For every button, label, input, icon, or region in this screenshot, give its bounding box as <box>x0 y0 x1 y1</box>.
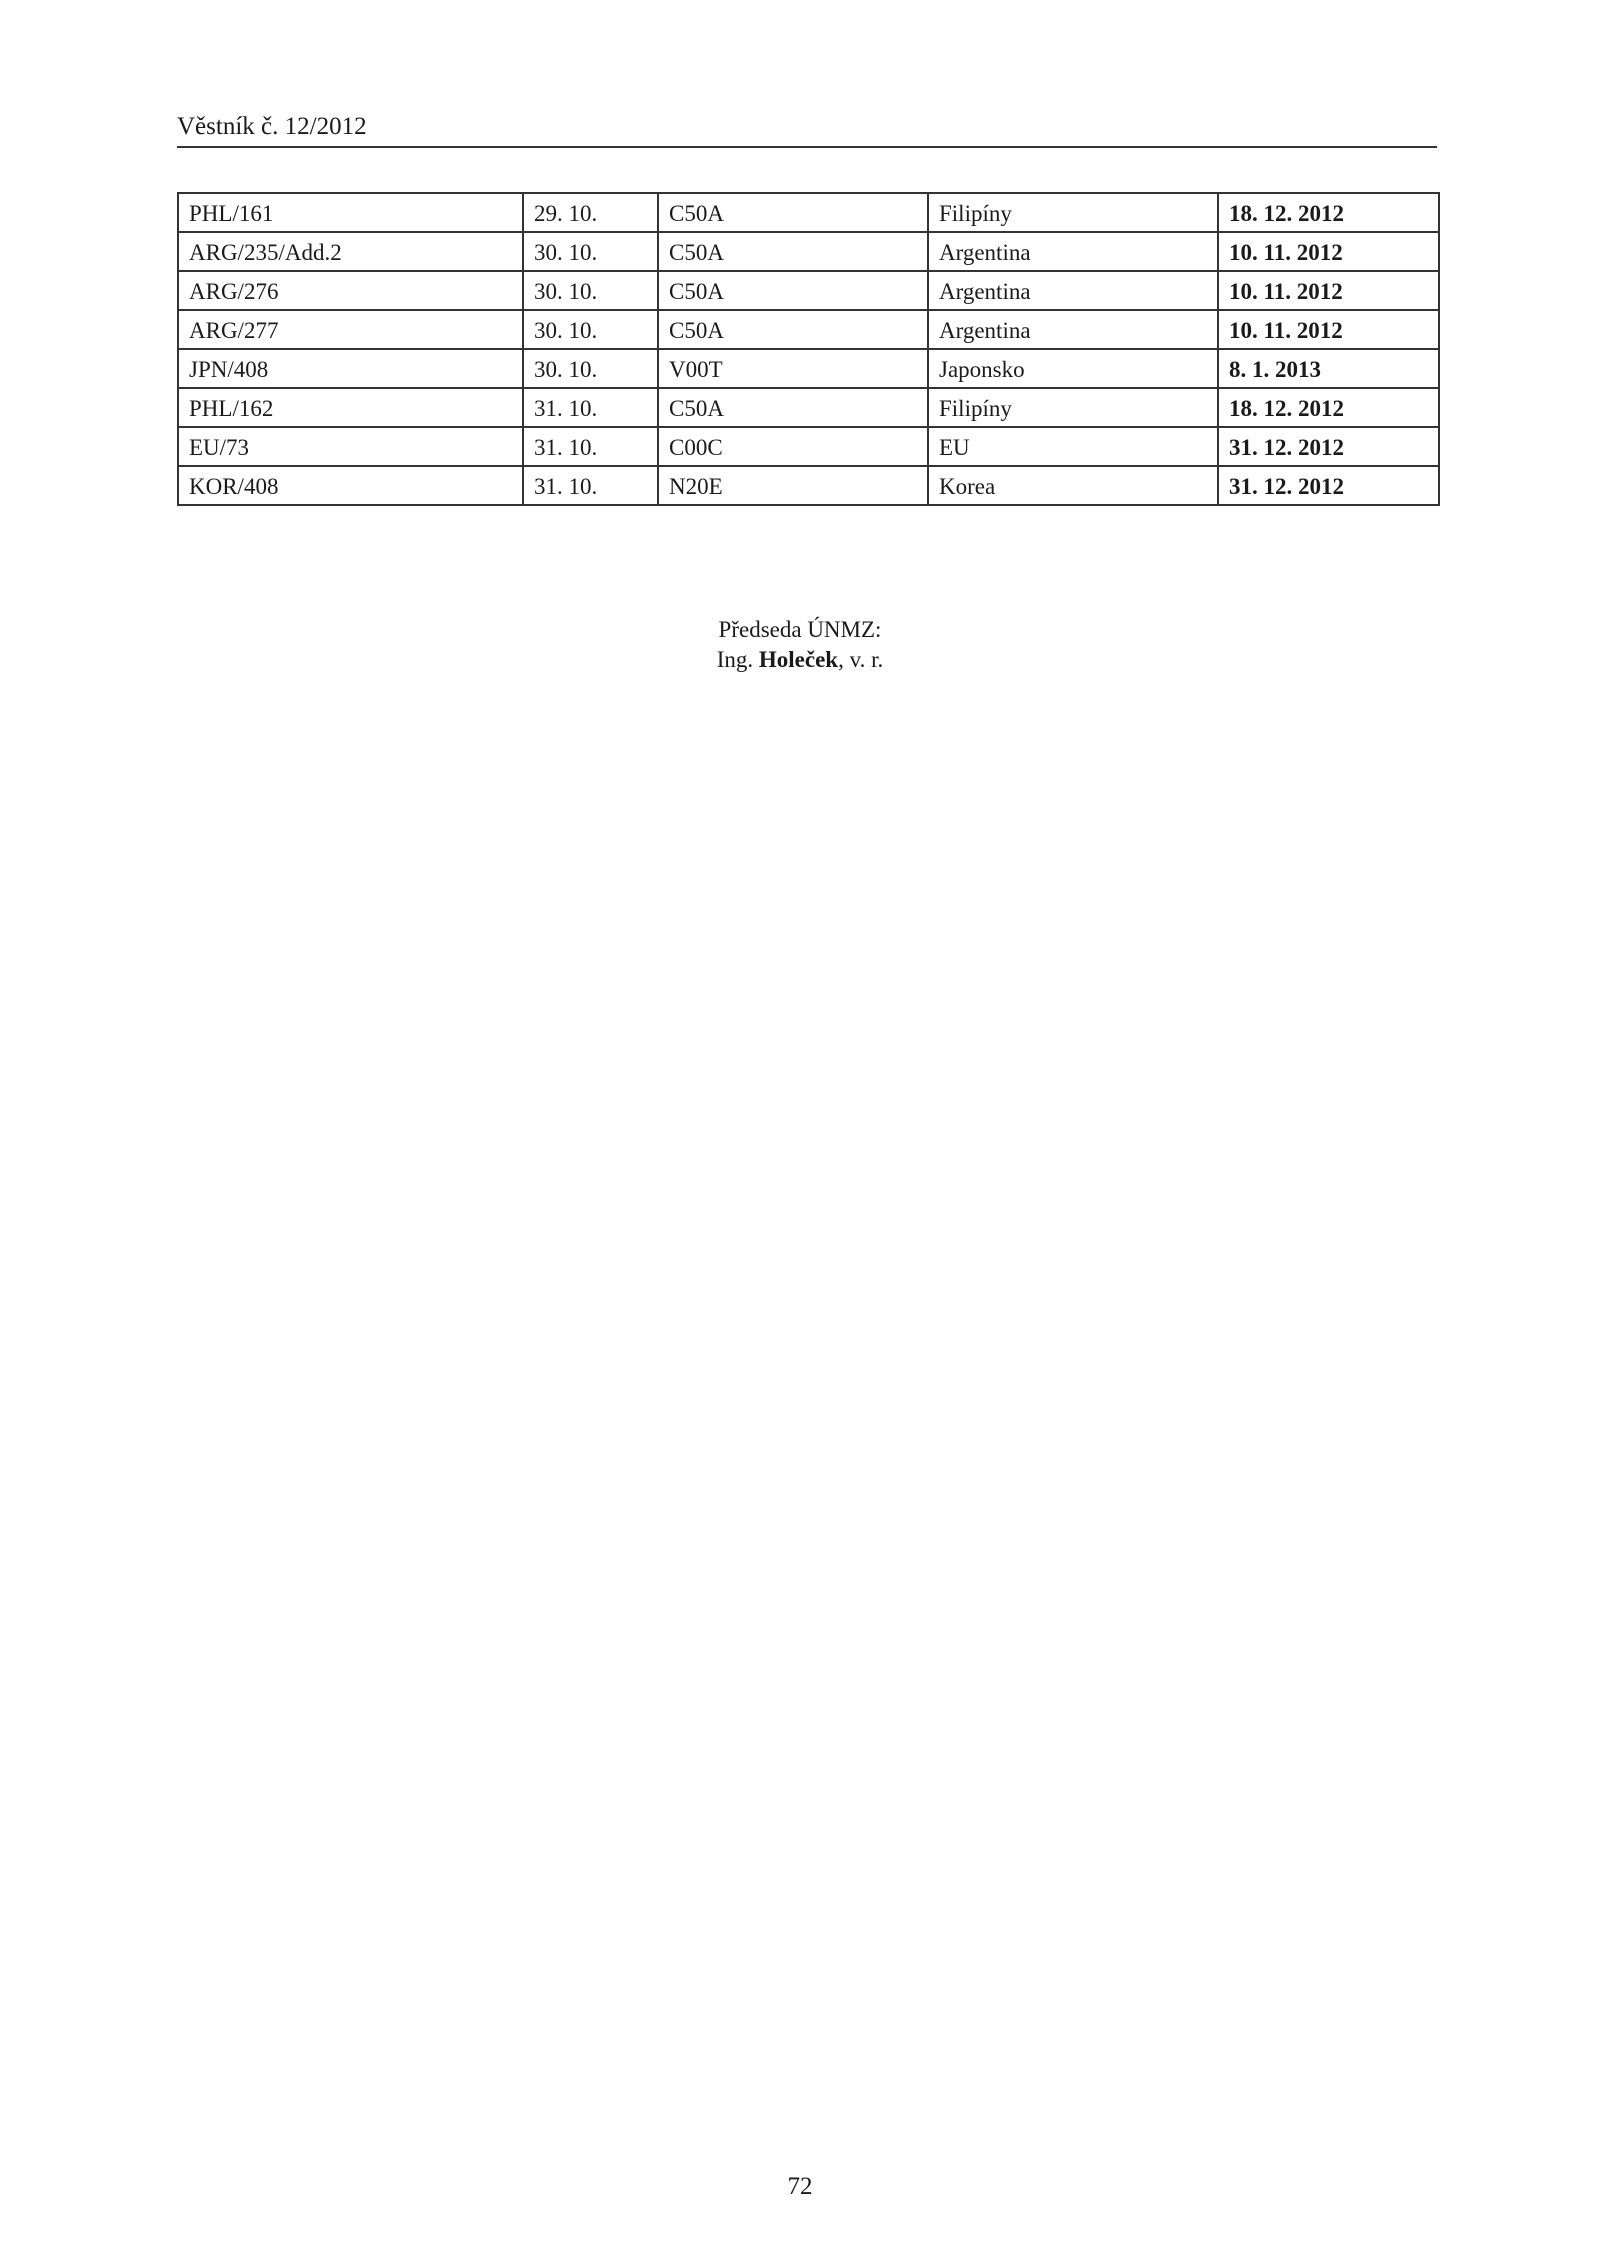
signatory-line <box>0 645 1600 675</box>
cell-date: 29. 10. <box>523 193 658 232</box>
cell-code: C50A <box>658 310 928 349</box>
table-row <box>178 388 1439 427</box>
cell-country: Korea <box>928 466 1218 505</box>
cell-reference: ARG/276 <box>178 271 523 310</box>
table-row <box>178 193 1439 232</box>
page-header-title: Věstník č. 12/2012 <box>177 113 367 140</box>
cell-reference: ARG/235/Add.2 <box>178 232 523 271</box>
cell-country: Filipíny <box>928 193 1218 232</box>
cell-country: Japonsko <box>928 349 1218 388</box>
cell-deadline: 10. 11. 2012 <box>1218 271 1439 310</box>
cell-date: 30. 10. <box>523 349 658 388</box>
page-header <box>177 112 1437 148</box>
cell-deadline: 10. 11. 2012 <box>1218 232 1439 271</box>
cell-deadline: 8. 1. 2013 <box>1218 349 1439 388</box>
cell-code: C00C <box>658 427 928 466</box>
table-row <box>178 427 1439 466</box>
signatory-role: Předseda ÚNMZ: <box>718 617 882 642</box>
cell-code: V00T <box>658 349 928 388</box>
cell-reference: PHL/161 <box>178 193 523 232</box>
cell-reference: ARG/277 <box>178 310 523 349</box>
cell-reference: JPN/408 <box>178 349 523 388</box>
cell-code: C50A <box>658 388 928 427</box>
signature-block <box>0 615 1600 675</box>
cell-country: Argentina <box>928 232 1218 271</box>
cell-reference: EU/73 <box>178 427 523 466</box>
table-row <box>178 466 1439 505</box>
cell-country: Argentina <box>928 271 1218 310</box>
table-row <box>178 271 1439 310</box>
cell-date: 31. 10. <box>523 388 658 427</box>
cell-country: Argentina <box>928 310 1218 349</box>
table-row <box>178 232 1439 271</box>
cell-deadline: 31. 12. 2012 <box>1218 466 1439 505</box>
signatory-name: Holeček <box>758 647 839 672</box>
cell-country: EU <box>928 427 1218 466</box>
cell-date: 30. 10. <box>523 271 658 310</box>
signatory-prefix: Ing. <box>716 647 754 672</box>
notification-table <box>177 192 1440 506</box>
cell-code: C50A <box>658 193 928 232</box>
cell-date: 30. 10. <box>523 310 658 349</box>
cell-date: 31. 10. <box>523 466 658 505</box>
cell-country: Filipíny <box>928 388 1218 427</box>
cell-deadline: 18. 12. 2012 <box>1218 388 1439 427</box>
cell-code: C50A <box>658 271 928 310</box>
cell-deadline: 18. 12. 2012 <box>1218 193 1439 232</box>
table-row <box>178 349 1439 388</box>
page-number: 72 <box>787 2173 813 2200</box>
cell-reference: KOR/408 <box>178 466 523 505</box>
cell-date: 31. 10. <box>523 427 658 466</box>
cell-code: C50A <box>658 232 928 271</box>
table-row <box>178 310 1439 349</box>
cell-deadline: 31. 12. 2012 <box>1218 427 1439 466</box>
cell-code: N20E <box>658 466 928 505</box>
cell-date: 30. 10. <box>523 232 658 271</box>
signatory-suffix: , v. r. <box>838 647 884 672</box>
cell-reference: PHL/162 <box>178 388 523 427</box>
cell-deadline: 10. 11. 2012 <box>1218 310 1439 349</box>
